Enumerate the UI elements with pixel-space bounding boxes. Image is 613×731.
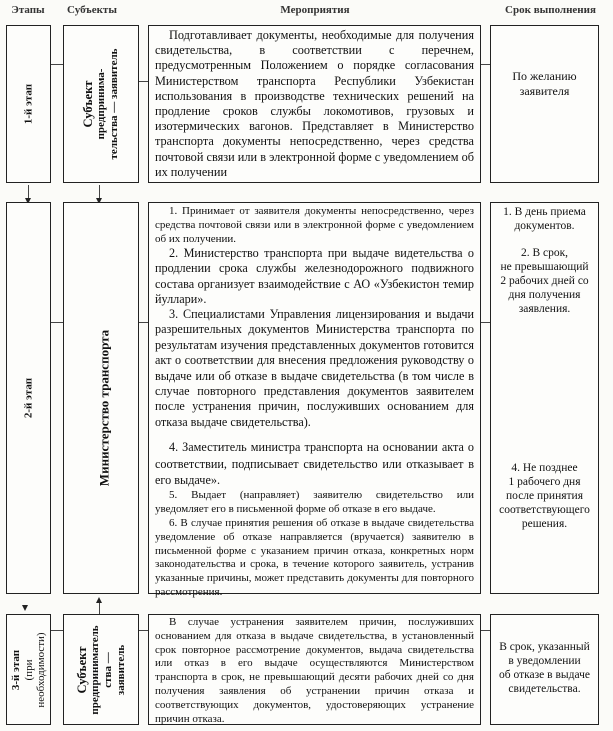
stage2-action-5-wrap xyxy=(151,489,478,517)
stage3-subject-line3: ства — xyxy=(101,651,114,688)
stage3-subject-line1: Субъект xyxy=(74,646,89,693)
stage2-deadline-2-line5: заявления. xyxy=(518,303,571,315)
stage1-action-box xyxy=(148,25,481,183)
arrow-subject1-to-subject2-line xyxy=(99,185,100,199)
stage3-stage-title: 3-й этап xyxy=(9,649,22,690)
stage3-connector-1 xyxy=(51,630,63,631)
stage3-subject-label xyxy=(75,625,127,714)
header-subjects: Субъекты xyxy=(67,4,117,16)
stage1-action-text-wrap xyxy=(151,28,478,180)
arrow-stage1-to-stage2-line xyxy=(28,185,29,199)
stage3-subject-line2: предприниматель xyxy=(89,624,102,715)
stage2-action-4: 4. Заместитель министра транспорта на основании акта о соответствии, подписывает свидетельство или отказывает в его выдаче». xyxy=(155,440,474,487)
stage2-stage-label: 2-й этап xyxy=(22,377,35,419)
stage1-connector-1 xyxy=(51,64,63,65)
header-deadline: Срок выполнения xyxy=(505,4,596,16)
arrow-down-icon xyxy=(22,605,28,611)
stage2-deadline-4-line3: после принятия xyxy=(506,490,583,502)
stage2-stage-box xyxy=(6,202,51,594)
stage2-connector-1 xyxy=(51,322,63,323)
stage1-subject-box xyxy=(63,25,139,183)
stage2-deadline-2-line2: не превышающий xyxy=(500,261,589,273)
stage2-action-2: 2. Министерство транспорта при выдаче видетельства о продлении срока службы железнодорожного подвижного состава организует взаимодействие с АО «Узбекистон темир йуллари». xyxy=(155,246,474,307)
stage2-action-6-wrap xyxy=(151,517,478,600)
stage3-stage-note-line1: (при xyxy=(22,659,35,680)
arrow-up-icon xyxy=(96,597,102,603)
header-stages: Этапы xyxy=(11,4,45,16)
stage2-action-2-wrap xyxy=(151,246,478,308)
stage3-stage-box xyxy=(6,614,51,725)
stage2-deadline-1: 1. В день приема документов. xyxy=(503,206,586,232)
stage1-deadline-box xyxy=(490,25,599,183)
stage3-action-text: В случае устранения заявителем причин, послуживших основанием для отказа в выдаче свидетельства, в установленный срок повторное рассмотрение документов, выдача свидетельства или отказ в его выдаче осуществляются Министерством транспорта в срок, не превышающий десяти рабочих дней со дня получения заявления об устранении причин отказа и соответствующих документов, удостоверяющих устранение причин отказа. xyxy=(155,616,474,725)
stage3-deadline-line1: В срок, указанный xyxy=(499,641,590,653)
stage3-action-text-wrap xyxy=(151,616,478,726)
stage2-deadline-4-line4: соответствующего xyxy=(499,504,590,516)
stage1-subject-line3: тельства — заявитель xyxy=(108,48,121,160)
stage2-deadline-2-line1: 2. В срок, xyxy=(520,247,569,259)
stage2-deadline-4-line1: 4. Не позднее xyxy=(511,462,578,474)
stage2-action-6: 6. В случае принятия решения об отказе в выдаче свидетельства уведомление об отказе направляется (вручается) заявителю в письменной форме с указанием причин отказа, конкретных норм законодательства и срока, в течение которого заявитель, устранив указанные причины, может представить документы для повторного рассмотрения. xyxy=(155,517,474,598)
stage2-deadline-2 xyxy=(491,246,598,316)
stage2-action-3-wrap xyxy=(151,307,478,430)
stage2-action-4-wrap xyxy=(151,439,478,489)
stage3-stage-label xyxy=(10,632,48,707)
stage2-deadline-2-line3: 2 рабочих дней со xyxy=(500,275,589,287)
stage2-action-5: 5. Выдает (направляет) заявителю свидетельство или уведомляет его в письменной форме об отказе в его выдаче. xyxy=(155,489,474,515)
stage2-subject-box xyxy=(63,202,139,594)
stage2-action-box xyxy=(148,202,481,598)
stage3-stage-note-line2: необходимости) xyxy=(34,631,47,708)
stage2-deadline-4-line5: решения. xyxy=(521,518,568,530)
stage3-deadline-box xyxy=(490,614,599,725)
stage2-action-1: 1. Принимает от заявителя документы непосредственно, через средства почтовой связи или в электронной форме с уведомлением об их получении. xyxy=(155,205,474,245)
stage2-deadline-2-line4: дня получения xyxy=(508,289,581,301)
stage3-subject-line4: заявитель xyxy=(114,644,127,695)
stage1-stage-box xyxy=(6,25,51,183)
stage3-action-box xyxy=(148,614,481,725)
stage1-subject-line2: предпринима- xyxy=(95,68,108,140)
stage1-deadline-line1: По желанию xyxy=(512,69,577,83)
stage3-deadline-line3: об отказе в выдаче xyxy=(499,669,590,681)
stage2-deadline-box xyxy=(490,202,599,594)
stage2-subject-label: Министерство транспорта xyxy=(96,329,112,487)
stage1-subject-line1: Субъект xyxy=(81,80,96,128)
stage1-deadline-line2: заявителя xyxy=(519,84,570,98)
stage1-subject-label xyxy=(81,49,121,160)
stage1-stage-label: 1-й этап xyxy=(22,83,35,125)
stage1-action-text: Подготавливает документы, необходимые для получения свидетельства, в соответствии с перечнем, предусмотренным Положением о порядке согласования Министерством транспорта Республики Узбекистан использования в производстве технических решений на продление сроков службы локомотивов, грузовых и изотермических вагонов. Представляет в Министерство транспорта документы непосредственно, через средства почтовой связи или в электронной форме с уведомлением об их получении xyxy=(155,28,474,179)
stage3-deadline-line4: свидетельства. xyxy=(508,683,581,695)
stage2-action-1-wrap xyxy=(151,205,478,246)
stage3-deadline-line2: в уведомлении xyxy=(508,655,581,667)
stage3-deadline xyxy=(491,640,598,696)
stage2-deadline-4 xyxy=(491,461,598,531)
header-actions: Мероприятия xyxy=(280,4,350,16)
stage2-deadline-4-line2: 1 рабочего дня xyxy=(508,476,581,488)
stage1-deadline xyxy=(491,69,598,99)
stage2-action-3: 3. Специалистами Управления лицензирования и выдачи разрешительных документов Министерства транспорта по результатам изучения представленных документов готовится акт о соответствии для внесения предложения руководству о выдаче или об отказе в выдаче свидетельства (в том числе в случае повторного представления документов заявителем после устранения причин, послуживших основанием для отказа выдаче свидетельства). xyxy=(155,307,474,429)
stage3-subject-box xyxy=(63,614,139,725)
